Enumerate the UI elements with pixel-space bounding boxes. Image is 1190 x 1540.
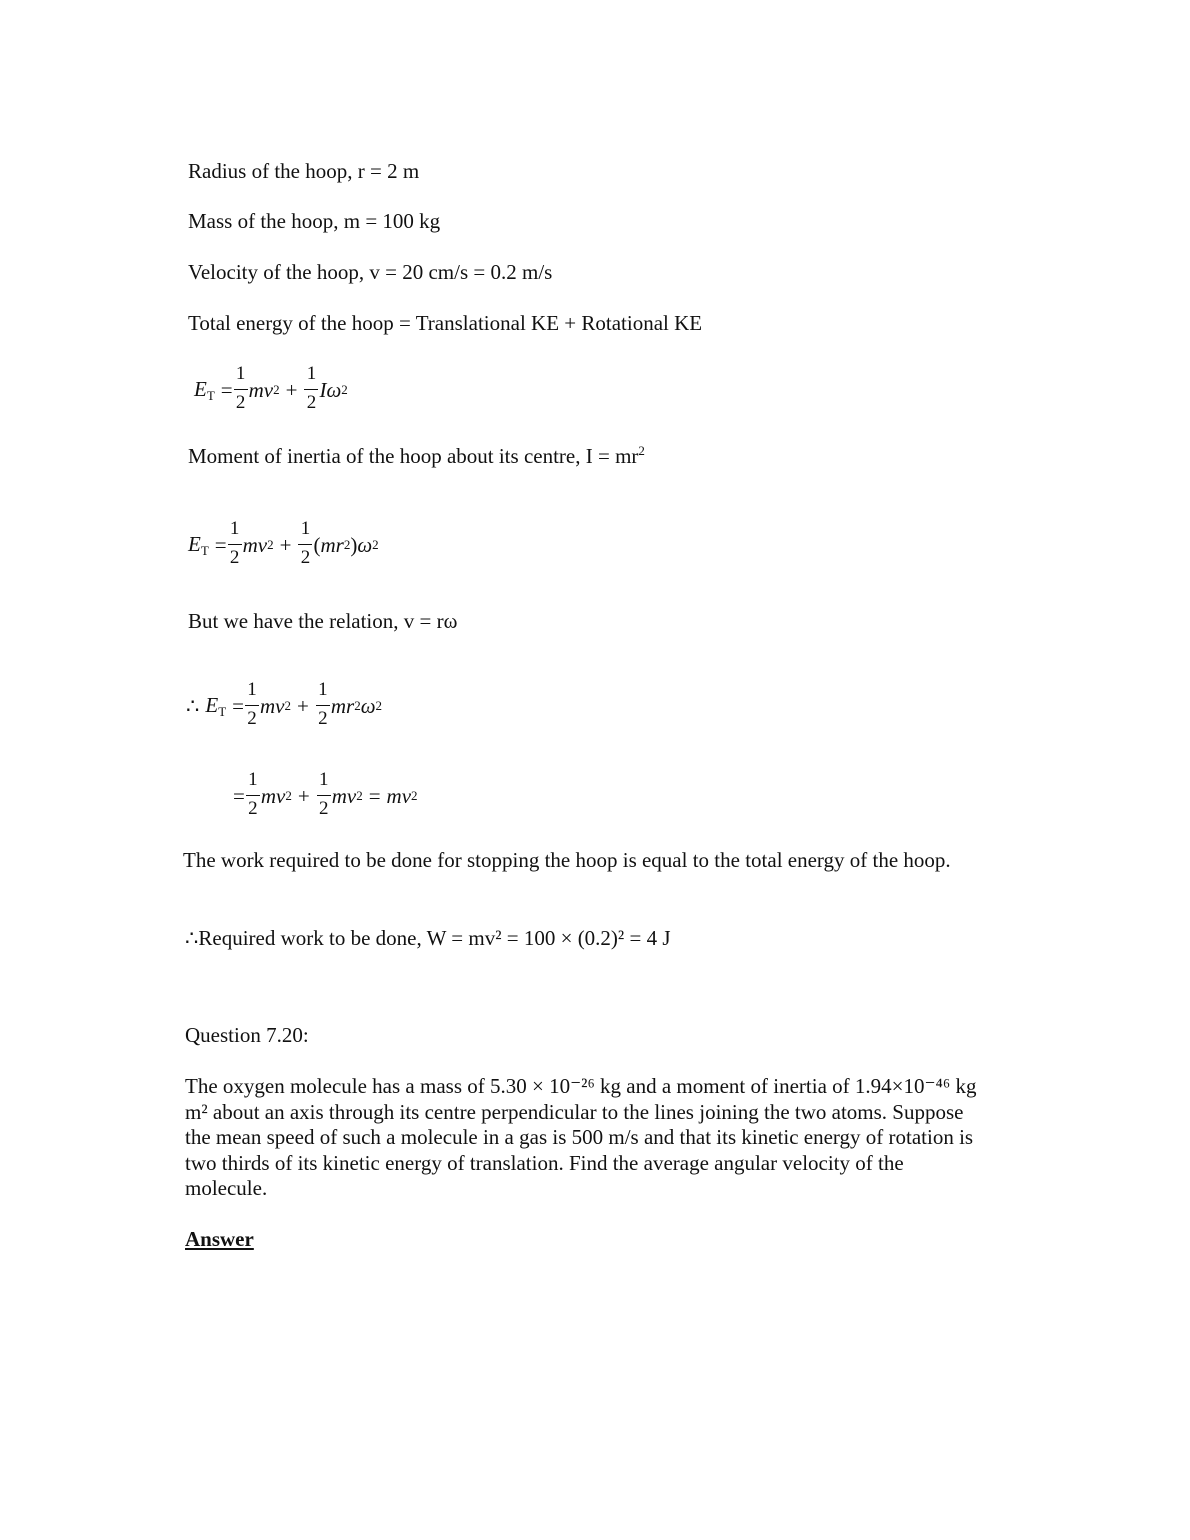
answer-label: Answer [185, 1227, 254, 1251]
mass-line: Mass of the hoop, m = 100 kg [188, 209, 441, 233]
relation-line: But we have the relation, v = rω [188, 609, 458, 633]
work-result: ∴Required work to be done, W = mv² = 100 × (0.2)² = 4 J [185, 926, 671, 950]
equation-therefore: ∴ ET = $\frac{1}{2}$ mv 2 + $\frac{1}{2}$ mr 2 ω 2 [186, 679, 383, 729]
equation-simplified: = $\frac{1}{2}$ mv 2 + $\frac{1}{2}$ mv 2 = mv 2 [233, 769, 418, 819]
question-body: The oxygen molecule has a mass of 5.30 × 10⁻²⁶ kg and a moment of inertia of 1.94×10⁻⁴⁶ kg m² about an axis through its centre perpendicular to the lines joining the two atoms. Suppose the mean speed of such a molecule in a gas is 500 m/s and that its kinetic energy of rotation is two thirds of its kinetic energy of translation. Find the average angular velocity of the molecule. [185, 1074, 977, 1200]
work-statement: The work required to be done for stopping the hoop is equal to the total energy of the hoop. [183, 848, 951, 872]
radius-line: Radius of the hoop, r = 2 m [188, 159, 420, 183]
moment-of-inertia-line: Moment of inertia of the hoop about its centre, $I = mr^2$ [188, 443, 645, 468]
total-energy-line: Total energy of the hoop = Translational KE + Rotational KE [188, 311, 703, 335]
equation-energy-total: ET = $\frac{1}{2}$ mv 2 + $\frac{1}{2}$ Iω 2 [194, 363, 348, 413]
velocity-line: Velocity of the hoop, v = 20 cm/s = 0.2 m/s [188, 260, 553, 284]
equation-energy-substituted: ET = $\frac{1}{2}$ mv 2 + $\frac{1}{2}$ ( mr 2 ) ω 2 [188, 518, 379, 568]
question-title: Question 7.20: [185, 1023, 309, 1047]
